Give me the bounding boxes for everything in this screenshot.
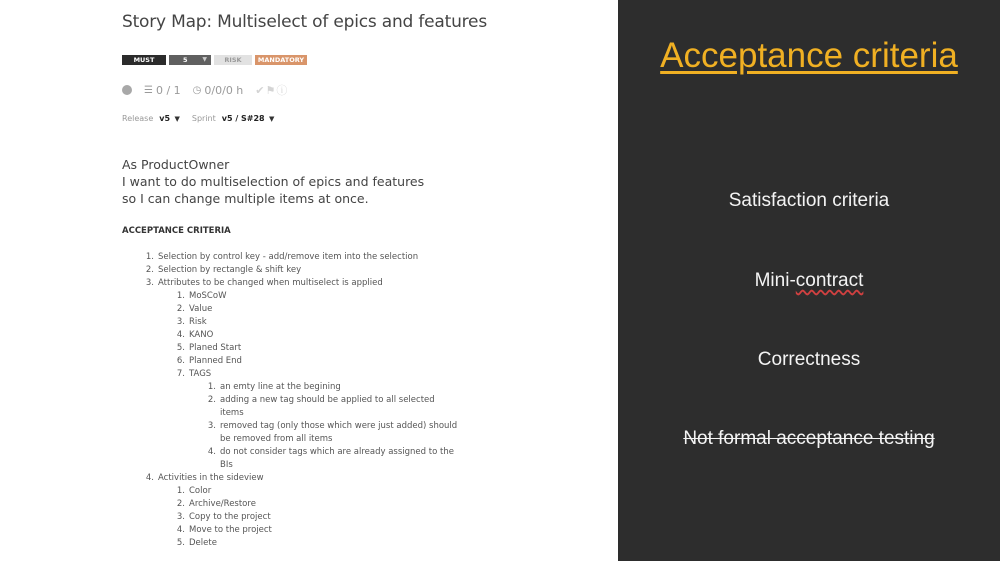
criteria-item-text: Attributes to be changed when multiselect is applied: [158, 278, 383, 288]
criteria-item-number: 3.: [176, 317, 185, 327]
criteria-item-text: Copy to the project: [189, 512, 271, 522]
release-select[interactable]: v5 ▼: [159, 114, 180, 123]
criteria-item-number: 2.: [207, 395, 216, 405]
risk-badge[interactable]: RISK: [214, 55, 252, 65]
criteria-item-text: items: [220, 408, 244, 418]
criteria-item: [143, 446, 457, 459]
criteria-item-number: 1.: [207, 382, 216, 392]
criteria-item: [143, 472, 457, 485]
criteria-item-number: 4.: [207, 447, 216, 457]
criteria-item-text: Selection by rectangle & shift key: [158, 265, 302, 275]
criteria-item-number: 4.: [176, 525, 185, 535]
criteria-item-number: 1.: [176, 291, 185, 301]
criteria-item: [143, 485, 457, 498]
stats-row: [122, 82, 288, 98]
flag-icon[interactable]: ⚑: [265, 84, 277, 97]
criteria-item-number: [205, 433, 216, 446]
criteria-item-number: 2.: [176, 304, 185, 314]
story-line: so I can change multiple items at once.: [122, 191, 369, 206]
criteria-item: [143, 251, 457, 264]
criteria-item: [143, 394, 457, 407]
criteria-item: [143, 420, 457, 433]
criteria-item-text: TAGS: [189, 369, 212, 379]
criteria-item-text: Planned End: [189, 356, 242, 366]
criteria-item: [143, 277, 457, 290]
criteria-item: [143, 342, 457, 355]
info-icon[interactable]: ⓘ: [276, 84, 289, 97]
criteria-item-number: 3.: [207, 421, 216, 431]
criteria-item-number: 2.: [145, 265, 154, 275]
time-estimate-value: 0/0/0 h: [204, 83, 244, 97]
criteria-item: [143, 459, 457, 472]
value-badge-label: 5: [183, 56, 188, 64]
criteria-item: [143, 355, 457, 368]
value-badge[interactable]: [169, 55, 211, 65]
status-dot-icon[interactable]: [122, 85, 132, 95]
slide-point: Correctness: [757, 349, 861, 370]
slide-point: Mini-contract: [754, 270, 864, 291]
criteria-item-text: Risk: [189, 317, 207, 327]
criteria-item-number: 5.: [176, 343, 185, 353]
criteria-item: [143, 264, 457, 277]
criteria-item: [143, 407, 457, 420]
criteria-item-text: Color: [189, 486, 212, 496]
story-line: As ProductOwner: [122, 157, 230, 172]
criteria-item-text: Value: [189, 304, 213, 314]
caret-down-icon: ▼: [172, 115, 180, 123]
criteria-item-text: Archive/Restore: [189, 499, 256, 509]
criteria-item: [143, 316, 457, 329]
criteria-item-number: 4.: [145, 473, 154, 483]
check-icon[interactable]: ✔: [255, 84, 266, 97]
criteria-item-number: [205, 407, 216, 420]
criteria-heading: ACCEPTANCE CRITERIA: [122, 226, 231, 236]
criteria-item-text: removed tag (only those which were just added) should: [220, 421, 458, 431]
slide-point-struck: Not formal acceptance testing: [683, 428, 935, 449]
clock-icon: ◷: [192, 84, 202, 96]
badge-row: [122, 55, 307, 65]
criteria-item: [143, 498, 457, 511]
time-estimate: [193, 84, 244, 97]
story-line: I want to do multiselection of epics and features: [122, 174, 425, 189]
criteria-item: [143, 290, 457, 303]
task-count: [144, 84, 181, 97]
chevron-down-icon: ▼: [202, 56, 207, 63]
release-label: Release: [122, 114, 154, 123]
criteria-item-text: KANO: [189, 330, 214, 340]
criteria-item: [143, 368, 457, 381]
criteria-item-number: 4.: [176, 330, 185, 340]
kano-badge[interactable]: MANDATORY: [255, 55, 307, 65]
story-description: [122, 156, 424, 207]
criteria-item-text: MoSCoW: [189, 291, 227, 301]
criteria-item-number: 3.: [145, 278, 154, 288]
criteria-item-text: Planed Start: [189, 343, 242, 353]
criteria-item-text: Selection by control key - add/remove item into the selection: [158, 252, 419, 262]
criteria-item-text: be removed from all items: [220, 434, 333, 444]
slide-point: Satisfaction criteria: [728, 190, 890, 211]
criteria-item-number: 1.: [176, 486, 185, 496]
caret-down-icon: ▼: [266, 115, 275, 123]
criteria-item-number: 6.: [176, 356, 185, 366]
moscow-badge[interactable]: MUST: [122, 55, 166, 65]
criteria-item: [143, 329, 457, 342]
criteria-item: [143, 433, 457, 446]
criteria-item: [143, 524, 457, 537]
slide-panel: [618, 0, 1000, 561]
criteria-list: [143, 251, 457, 550]
action-icons: [255, 82, 288, 98]
criteria-item-text: do not consider tags which are already assigned to the: [220, 447, 454, 457]
criteria-item-text: Delete: [189, 538, 217, 548]
criteria-item-text: BIs: [220, 460, 233, 470]
criteria-item-text: Activities in the sideview: [158, 473, 264, 483]
criteria-item-number: 5.: [176, 538, 185, 548]
criteria-item-number: 1.: [145, 252, 154, 262]
sprint-select[interactable]: v5 / S#28 ▼: [221, 114, 275, 123]
criteria-item-number: 7.: [176, 369, 185, 379]
criteria-item-number: 2.: [176, 499, 185, 509]
criteria-item-text: adding a new tag should be applied to all selected: [220, 395, 435, 405]
list-icon: ☰: [144, 84, 153, 96]
criteria-item-text: Move to the project: [189, 525, 272, 535]
sprint-label: Sprint: [191, 114, 216, 123]
criteria-item: [143, 537, 457, 550]
criteria-item-number: [205, 459, 216, 472]
story-title: Story Map: Multiselect of epics and features: [122, 12, 487, 32]
slide-title: Acceptance criteria: [660, 36, 958, 75]
criteria-item: [143, 511, 457, 524]
criteria-item-number: 3.: [176, 512, 185, 522]
release-sprint-row: [122, 114, 286, 123]
criteria-item: [143, 303, 457, 316]
task-count-value: 0 / 1: [155, 83, 181, 97]
criteria-item: [143, 381, 457, 394]
criteria-item-text: an emty line at the begining: [220, 382, 341, 392]
